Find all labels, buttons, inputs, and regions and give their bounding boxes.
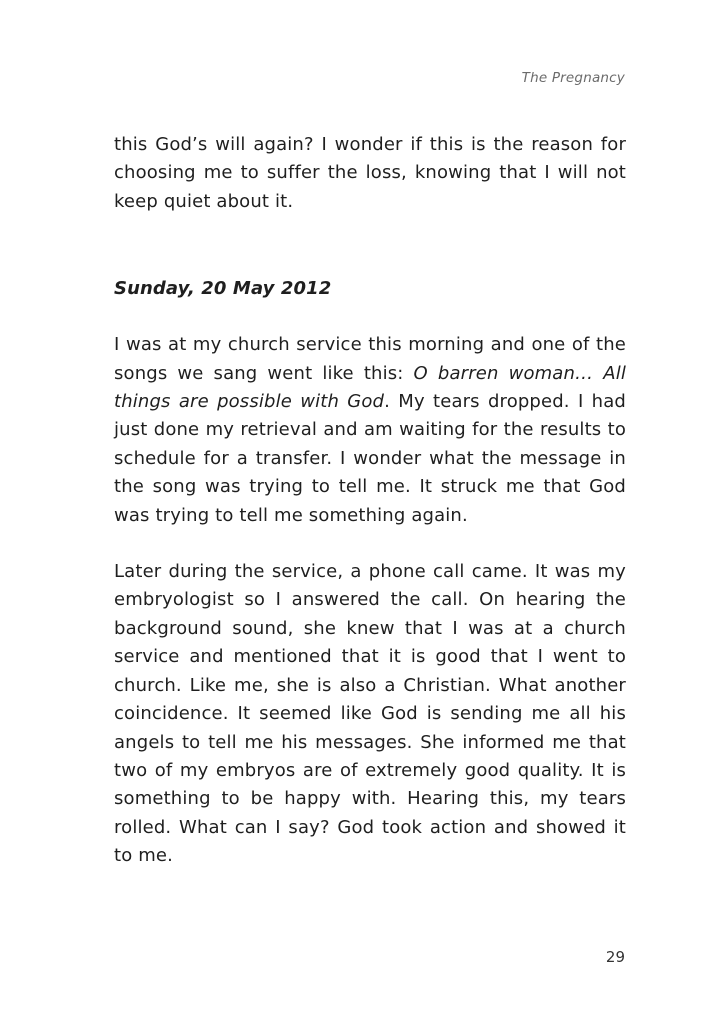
paragraph-continued: this God’s will again? I wonder if this is the reason for choosing me to suffer the loss, knowing that I will not keep quiet about it. bbox=[114, 134, 626, 212]
paragraph-text-before-quote: I was at my church service this morning and one of the songs we sang went like this: bbox=[114, 334, 626, 384]
paragraph-text-after-quote: . My tears dropped. I had just done my retrieval and am waiting for the results to schedule for a transfer. I wonder what the message in the song was trying to tell me. It struck me that God was trying to tell me something again. bbox=[114, 391, 626, 526]
spacer bbox=[114, 303, 626, 331]
paragraph-church-service bbox=[114, 331, 626, 530]
song-quote: O barren woman… All things are possible with God bbox=[114, 362, 626, 413]
spacer bbox=[114, 530, 626, 558]
body-text bbox=[114, 131, 626, 871]
paragraph-phone-call: Later during the service, a phone call came. It was my embryologist so I answered the call. On hearing the background sound, she knew that I was at a church service and mentioned that it is good that I went to church. Like me, she is also a Christian. What another coincidence. It seemed like God is sending me all his angels to tell me his messages. She informed me that two of my embryos are of extremely good quality. It is something to be happy with. Hearing this, my tears rolled. What can I say? God took action and showed it to me. bbox=[114, 561, 626, 867]
page-number: 29 bbox=[605, 948, 625, 966]
running-header: The Pregnancy bbox=[521, 70, 625, 86]
date-heading: Sunday, 20 May 2012 bbox=[114, 278, 332, 300]
spacer bbox=[114, 216, 626, 275]
